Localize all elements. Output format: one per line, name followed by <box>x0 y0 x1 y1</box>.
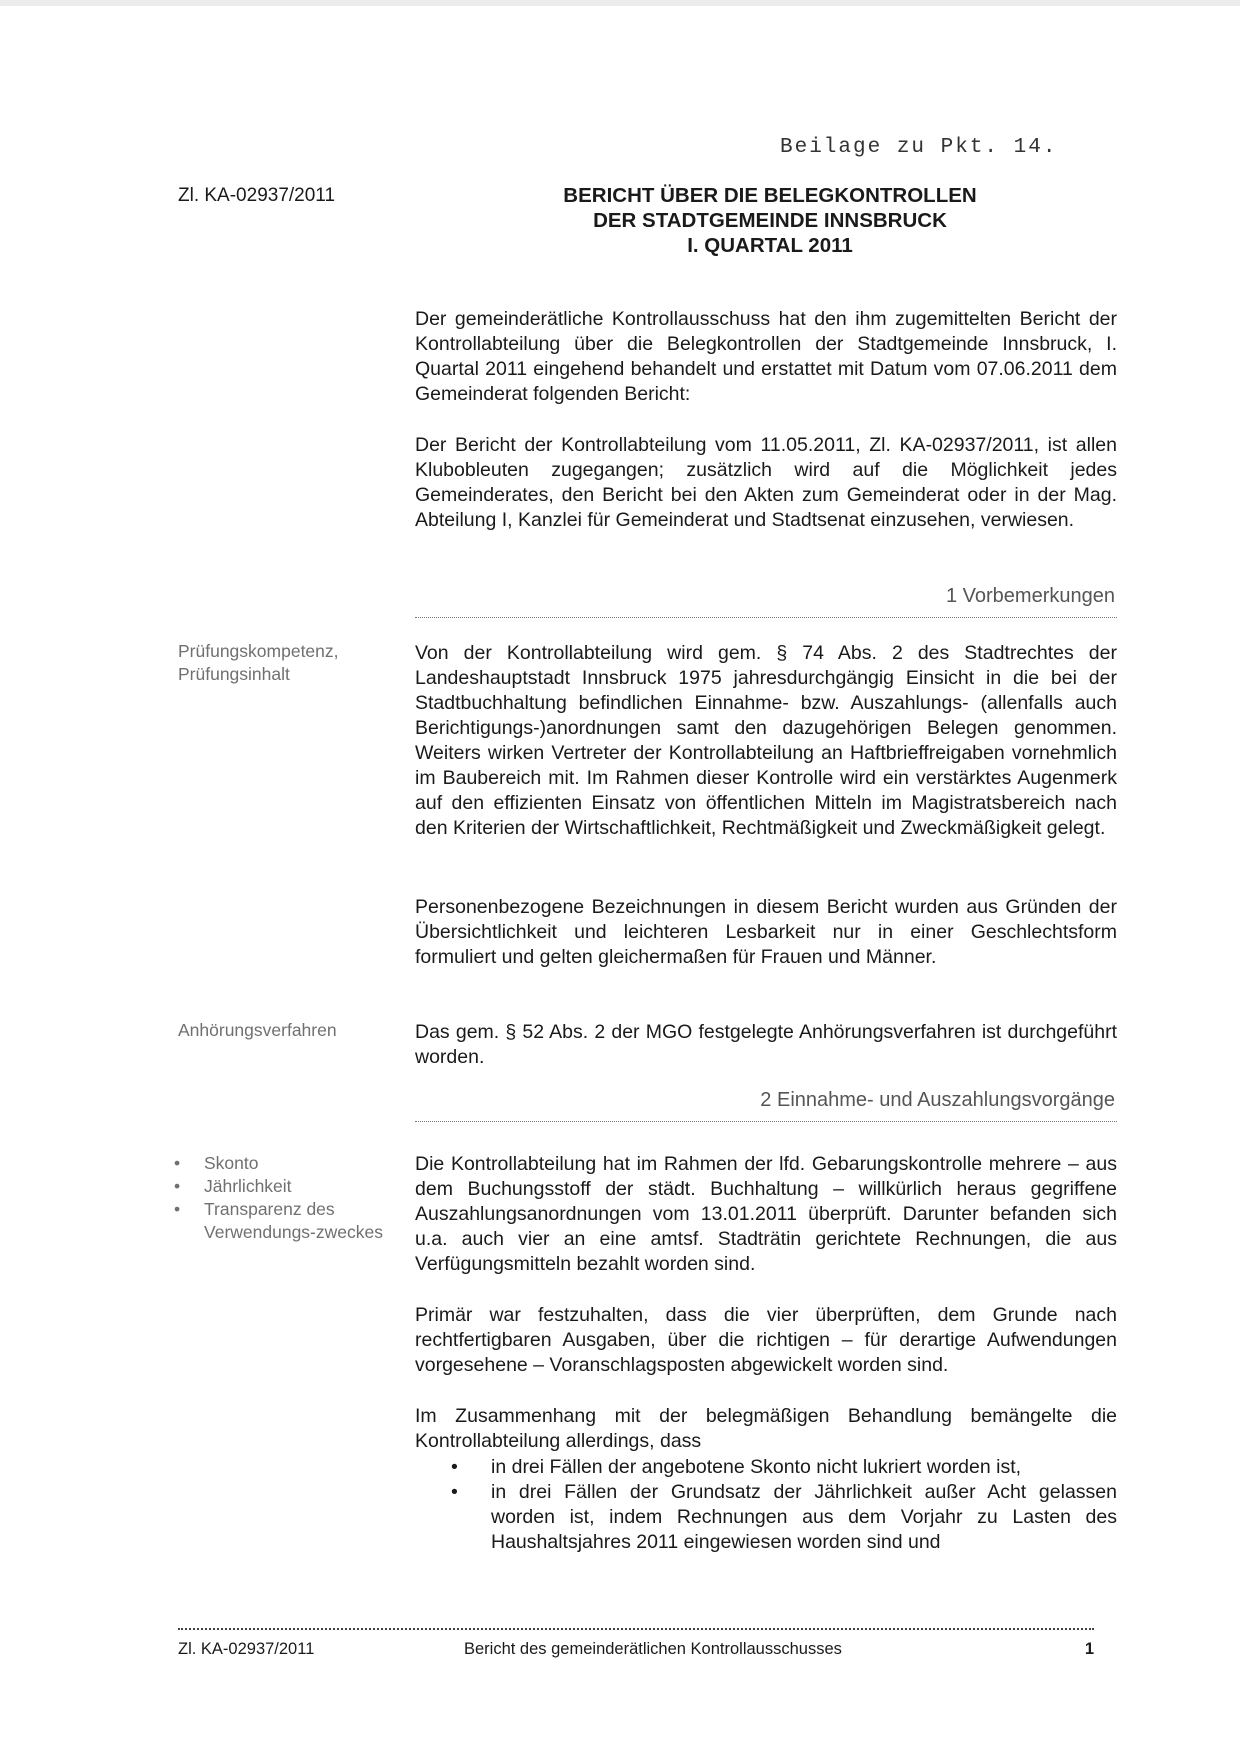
footer-title: Bericht des gemeinderätlichen Kontrollausschusses <box>464 1640 842 1658</box>
margin-keyword-item: • Transparenz des Verwendungs-zweckes <box>170 1198 385 1244</box>
section-heading-1-label: 1 Vorbemerkungen <box>945 585 1115 607</box>
finding-item: • in drei Fällen der angebotene Skonto nicht lukriert worden ist, <box>445 1455 1117 1480</box>
findings-list <box>445 1455 1117 1555</box>
section-heading-2-label: 2 Einnahme- und Auszahlungsvorgänge <box>760 1089 1115 1111</box>
margin-keyword-item: • Skonto <box>170 1152 385 1175</box>
title-line-3: I. QUARTAL 2011 <box>687 234 853 257</box>
intro-paragraph-1: Der gemeinderätliche Kontrollausschuss hat den ihm zugemittelten Bericht der Kontrollabteilung über die Belegkontrollen der Stadtgemeinde Innsbruck, I. Quartal 2011 eingehend behandelt und erstattet mit Datum vom 07.06.2011 dem Gemeinderat folgenden Bericht: <box>415 308 1117 405</box>
margin-keyword-list <box>170 1152 385 1244</box>
section-heading-2 <box>415 1087 1117 1122</box>
margin-note-pruefungskompetenz: Prüfungskompetenz, Prüfungsinhalt <box>178 641 339 684</box>
intro-paragraph-2: Der Bericht der Kontrollabteilung vom 11.05.2011, Zl. KA-02937/2011, ist allen Klubobleuten zugegangen; zusätzlich wird auf die Möglichkeit jedes Gemeinderates, den Bericht bei den Akten zum Gemeinderat oder in der Mag. Abteilung I, Kanzlei für Gemeinderat und Stadtsenat einzusehen, verwiesen. <box>415 434 1117 531</box>
section1-paragraph-1: Von der Kontrollabteilung wird gem. § 74 Abs. 2 des Stadtrechtes der Landeshauptstadt Innsbruck 1975 jahresdurchgängig Einsicht in die bei der Stadtbuchhaltung befindlichen Einnahme- bzw. Auszahlungs- (allenfalls auch Berichtigungs-)anordnungen samt den dazugehörigen Belegen genommen. Weiters wirken Vertreter der Kontrollabteilung an Haftbrieffreigaben vornehmlich im Baubereich mit. Im Rahmen dieser Kontrolle wird ein verstärktes Augenmerk auf den effizienten Einsatz von öffentlichen Mitteln im Magistratsbereich nach den Kriterien der Wirtschaftlichkeit, Rechtmäßigkeit und Zweckmäßigkeit gelegt. <box>415 642 1117 839</box>
page-footer <box>178 1640 1094 1664</box>
section2-paragraph-1: Die Kontrollabteilung hat im Rahmen der lfd. Gebarungskontrolle mehrere – aus dem Buchungsstoff der städt. Buchhaltung – willkürlich heraus gegriffene Auszahlungsanordnungen vom 13.01.2011 überprüft. Darunter befanden sich u.a. auch vier an eine amtsf. Stadträtin gerichtete Rechnungen, die aus Verfügungsmitteln bezahlt worden sind. <box>415 1153 1117 1275</box>
margin-note-anhoerungsverfahren: Anhörungsverfahren <box>178 1020 337 1040</box>
reference-number: Zl. KA-02937/2011 <box>178 185 336 206</box>
section1-paragraph-2: Personenbezogene Bezeichnungen in diesem Bericht wurden aus Gründen der Übersichtlichkeit und leichteren Lesbarkeit nur in einer Geschlechtsform formuliert und gelten gleichermaßen für Frauen und Männer. <box>415 896 1117 968</box>
page-number: 1 <box>1084 1640 1094 1658</box>
attachment-note: Beilage zu Pkt. 14. <box>780 136 1058 159</box>
report-title <box>520 183 1020 258</box>
section-heading-1 <box>415 583 1117 618</box>
page-top-edge <box>0 0 1240 6</box>
finding-item: • in drei Fällen der Grundsatz der Jährlichkeit außer Acht gelassen worden ist, indem Rechnungen aus dem Vorjahr zu Lasten des Haushaltsjahres 2011 eingewiesen worden sind und <box>445 1480 1117 1555</box>
title-line-1: BERICHT ÜBER DIE BELEGKONTROLLEN <box>563 184 977 207</box>
title-line-2: DER STADTGEMEINDE INNSBRUCK <box>593 209 947 232</box>
footer-reference: Zl. KA-02937/2011 <box>178 1640 315 1658</box>
section2-paragraph-3: Im Zusammenhang mit der belegmäßigen Behandlung bemängelte die Kontrollabteilung allerdings, dass <box>415 1405 1117 1452</box>
footer-divider <box>178 1628 1094 1630</box>
section2-paragraph-2: Primär war festzuhalten, dass die vier überprüften, dem Grunde nach rechtfertigbaren Ausgaben, über die richtigen – für derartige Aufwendungen vorgesehene – Voranschlagsposten abgewickelt worden sind. <box>415 1304 1117 1376</box>
margin-keyword-item: • Jährlichkeit <box>170 1175 385 1198</box>
section1-paragraph-3: Das gem. § 52 Abs. 2 der MGO festgelegte Anhörungsverfahren ist durchgeführt worden. <box>415 1021 1117 1068</box>
